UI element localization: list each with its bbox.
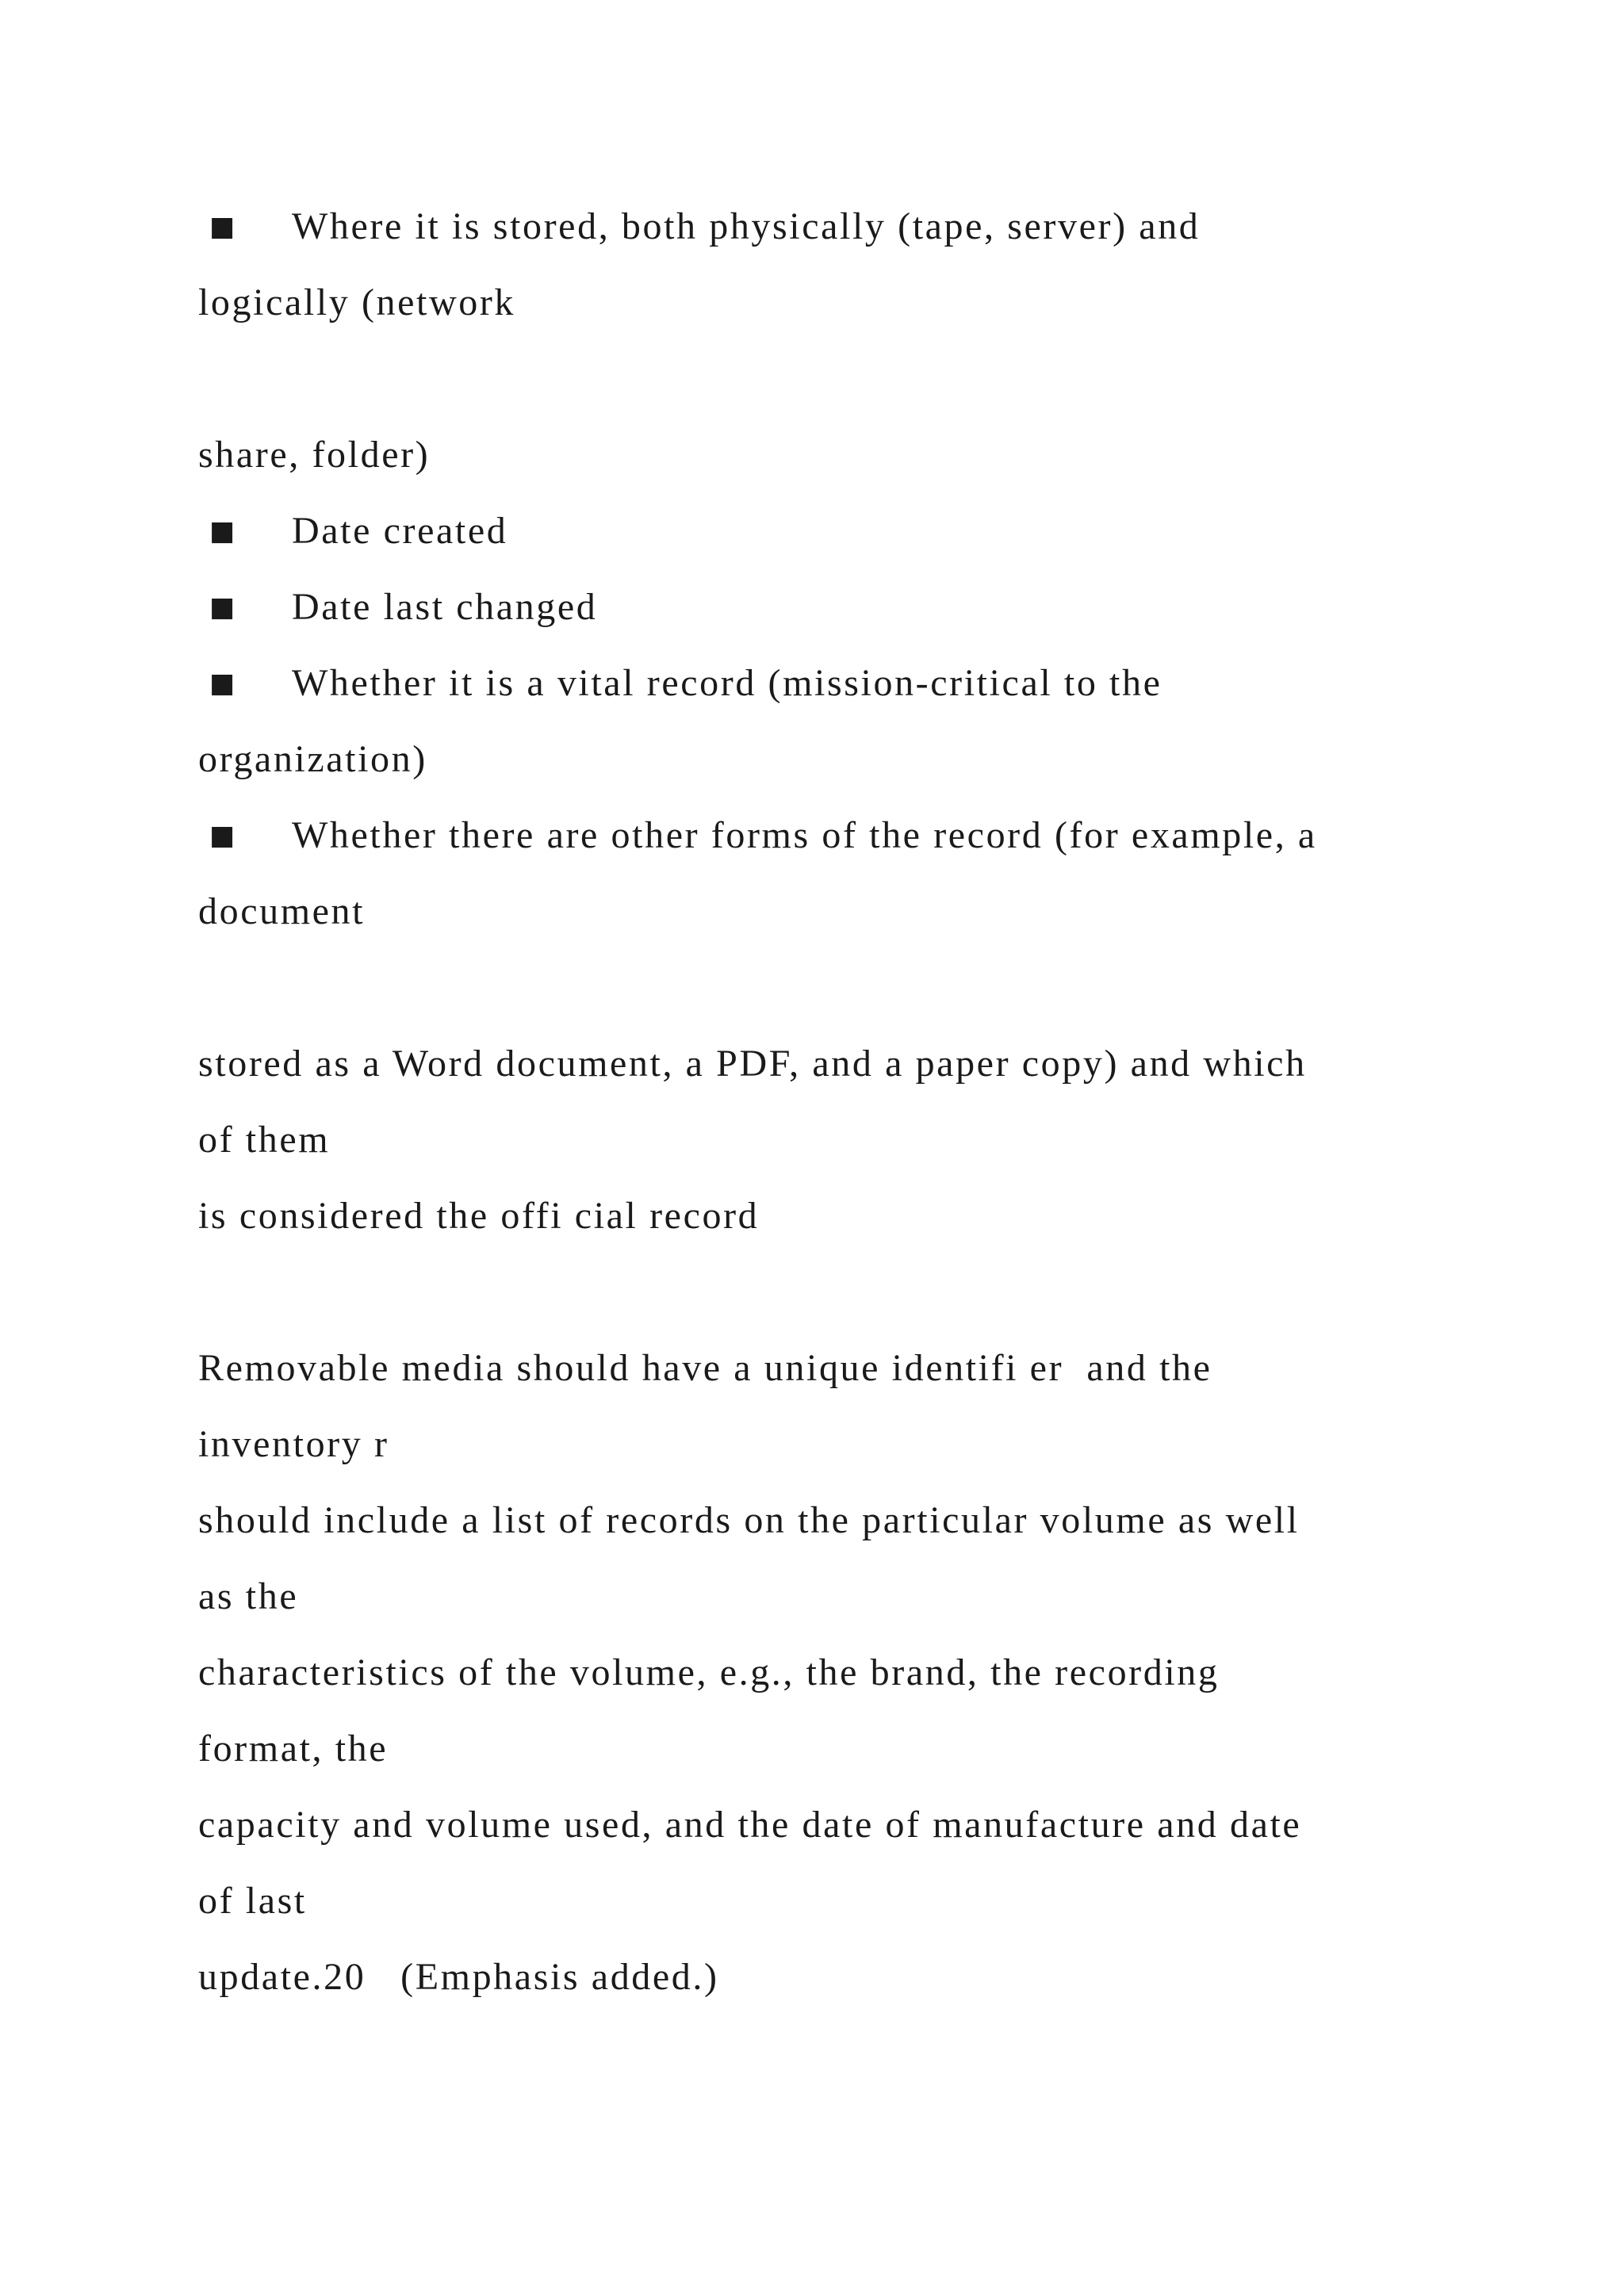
list-item-vital-record <box>198 645 1546 721</box>
text-line: document <box>198 890 366 932</box>
paragraph-line: capacity and volume used, and the date of manufacture and date <box>198 1804 1302 1846</box>
list-item-text: Date created <box>292 510 508 552</box>
blank-line <box>198 341 1546 417</box>
bullet-icon: ■ <box>209 668 237 699</box>
list-item-date-last-changed <box>198 569 1546 645</box>
paragraph-line: as the <box>198 1575 299 1617</box>
list-item-text: Whether it is a vital record (mission-critical to the <box>292 662 1162 704</box>
paragraph-line: update.20 (Emphasis added.) <box>198 1956 719 1998</box>
list-item-text: Where it is stored, both physically (tape, server) and <box>292 205 1201 247</box>
text-line: organization) <box>198 738 427 780</box>
paragraph-line: of last <box>198 1880 307 1922</box>
list-item-storage <box>198 189 1546 265</box>
paragraph-line: should include a list of records on the particular volume as well <box>198 1499 1300 1541</box>
list-item-text: Whether there are other forms of the record (for example, a <box>292 814 1317 856</box>
list-item-date-created <box>198 493 1546 569</box>
blank-line <box>198 1254 1546 1330</box>
paragraph-line: inventory r <box>198 1423 389 1465</box>
text-line: is considered the offi cial record <box>198 1195 760 1237</box>
paragraph-line: Removable media should have a unique identifi er and the <box>198 1347 1212 1389</box>
blank-line <box>198 950 1546 1026</box>
paragraph-line: format, the <box>198 1728 389 1770</box>
text-line: share, folder) <box>198 434 431 476</box>
bullet-icon: ■ <box>209 515 237 547</box>
text-line: of them <box>198 1119 331 1161</box>
document-body <box>198 189 1546 2015</box>
paragraph-line: characteristics of the volume, e.g., the brand, the recording <box>198 1651 1220 1693</box>
bullet-icon: ■ <box>209 211 237 243</box>
text-line: stored as a Word document, a PDF, and a paper copy) and which <box>198 1043 1307 1085</box>
list-item-text: Date last changed <box>292 586 598 628</box>
list-item-other-forms <box>198 798 1546 874</box>
bullet-icon: ■ <box>209 591 237 623</box>
bullet-icon: ■ <box>209 820 237 851</box>
text-line: logically (network <box>198 281 516 323</box>
